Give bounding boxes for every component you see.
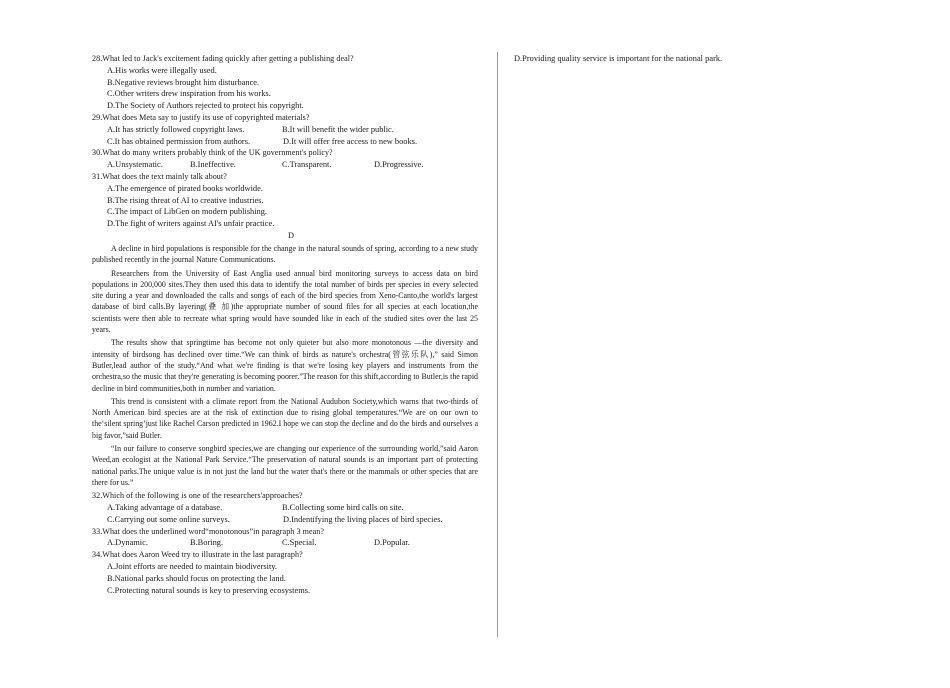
section-label: D [287, 230, 295, 240]
q34-option-d: D.Providing quality service is important for the national park. [514, 54, 723, 63]
q31-option-d: D.The fight of writers against AI's unfair practice. [107, 219, 275, 229]
q31-option-b: B.The rising threat of AI to creative industries. [107, 195, 264, 205]
passage-paragraph-4: This trend is consistent with a climate report from the National Audubon Society,which warns that two-thirds of North American bird species are at the risk of extinction due to rising global temperatures.“We are on our own to the‘silent spring’just like Rachel Carson predicted in 1962.I hope we can stop the decline and do the birds and ourselves a big favor,”said Butler. [92, 396, 478, 440]
passage-paragraph-5: “In our failure to conserve songbird species,we are changing our experience of the surrounding world,”said Aaron Weed,an ecologist at the National Park Service.“The preservation of natural sounds is an important part of protecting national parks.The unique value is in not just the land but the water that's there or the mammals or other species that are there for us.” [92, 444, 478, 487]
question-32-stem: 32.Which of the following is one of the researchers'approaches? [92, 491, 303, 501]
q33-option-d: D.Popular. [374, 538, 410, 548]
q30-options-row [92, 159, 478, 171]
question-33-stem: 33.What does the underlined word“monotonous”in paragraph 3 mean? [92, 526, 325, 536]
column-divider [497, 52, 498, 637]
q34-option-c: C.Protecting natural sounds is key to preserving ecosystems. [107, 585, 311, 595]
q30-option-a: A.Unsystematic. [107, 160, 163, 170]
q28-option-a: A.His works were illegally used. [107, 65, 217, 75]
question-28-stem: 28.What led to Jack's excitement fading quickly after getting a publishing deal? [92, 54, 354, 63]
q33-option-a: A.Dynamic. [107, 538, 148, 548]
q28-option-b: B.Negative reviews brought him disturbance. [107, 77, 260, 87]
q29-option-a: A.It has strictly followed copyright laws. [107, 124, 245, 134]
q34-option-a: A.Joint efforts are needed to maintain biodiversity. [107, 561, 278, 571]
q29-option-c: C.It has obtained permission from authors. [107, 136, 251, 146]
q32-options-row-2 [92, 514, 478, 526]
q33-option-b: B.Boring. [190, 538, 224, 548]
q32-options-row-1 [92, 502, 478, 514]
question-31-stem: 31.What does the text mainly talk about? [92, 171, 227, 181]
q28-option-c: C.Other writers drew inspiration from his works. [107, 89, 271, 99]
q32-option-c: C.Carrying out some online surveys. [107, 514, 230, 524]
q29-option-d: D.It will offer free access to new books. [283, 136, 418, 146]
q32-option-d: D.Indentifying the living places of bird species. [283, 514, 443, 524]
q30-option-b: B.Ineffective. [190, 160, 236, 170]
question-34-stem: 34.What does Aaron Weed try to illustrate in the last paragraph? [92, 550, 303, 560]
passage-paragraph-1: A decline in bird populations is responsible for the change in the natural sounds of spring, according to a new study published recently in the journal Nature Communications. [92, 243, 478, 265]
q33-option-c: C.Special. [282, 538, 317, 548]
q32-option-a: A.Taking advantage of a database. [107, 502, 223, 512]
q29-option-b: B.It will benefit the wider public. [282, 124, 394, 134]
q33-options-row [92, 537, 478, 549]
left-column [92, 53, 478, 596]
question-30-stem: 30.What do many writers probably think of the UK government's policy? [92, 148, 333, 158]
question-29-stem: 29.What does Meta say to justify its use of copyrighted materials? [92, 112, 310, 122]
q29-options-row-1 [92, 124, 478, 136]
right-column [514, 53, 894, 65]
q32-option-b: B.Collecting some bird calls on site. [282, 502, 404, 512]
q34-option-b: B.National parks should focus on protecting the land. [107, 573, 286, 583]
q31-option-a: A.The emergence of pirated books worldwide. [107, 183, 263, 193]
q30-option-c: C.Transparent. [282, 160, 332, 170]
q28-option-d: D.The Society of Authors rejected to protect his copyright. [107, 101, 304, 111]
q31-option-c: C.The impact of LibGen on modern publishing. [107, 207, 268, 217]
passage-paragraph-2: Researchers from the University of East Anglia used annual bird monitoring surveys to access data on bird populations in 200,000 sites.They then used this data to identify the total number of birds per species in every selected site during a year and downloaded the calls and songs of each of the bird species from Xeno-Canto,the world's largest database of bird calls.By layering(叠 加)the appropriate number of sound files for all species at each location,the scientists were then able to recreate what spring would have sounded like in each of the studied sites over the last 25 years. [92, 268, 478, 335]
passage-paragraph-3: The results show that springtime has become not only quieter but also more monotonous —the diversity and intensity of birdsong has declined over time.“We can think of birds as nature's orchestra(管弦乐队),” said Simon Butler,lead author of the study.“And what we're finding is that we're losing key players and instruments from the orchestra,so the music that they're generating is becoming poorer.”The reason for this shift,according to Butler,is the rapid decline in bird communities,both in number and variation. [92, 338, 478, 393]
q30-option-d: D.Progressive. [374, 160, 424, 170]
q29-options-row-2 [92, 136, 478, 148]
